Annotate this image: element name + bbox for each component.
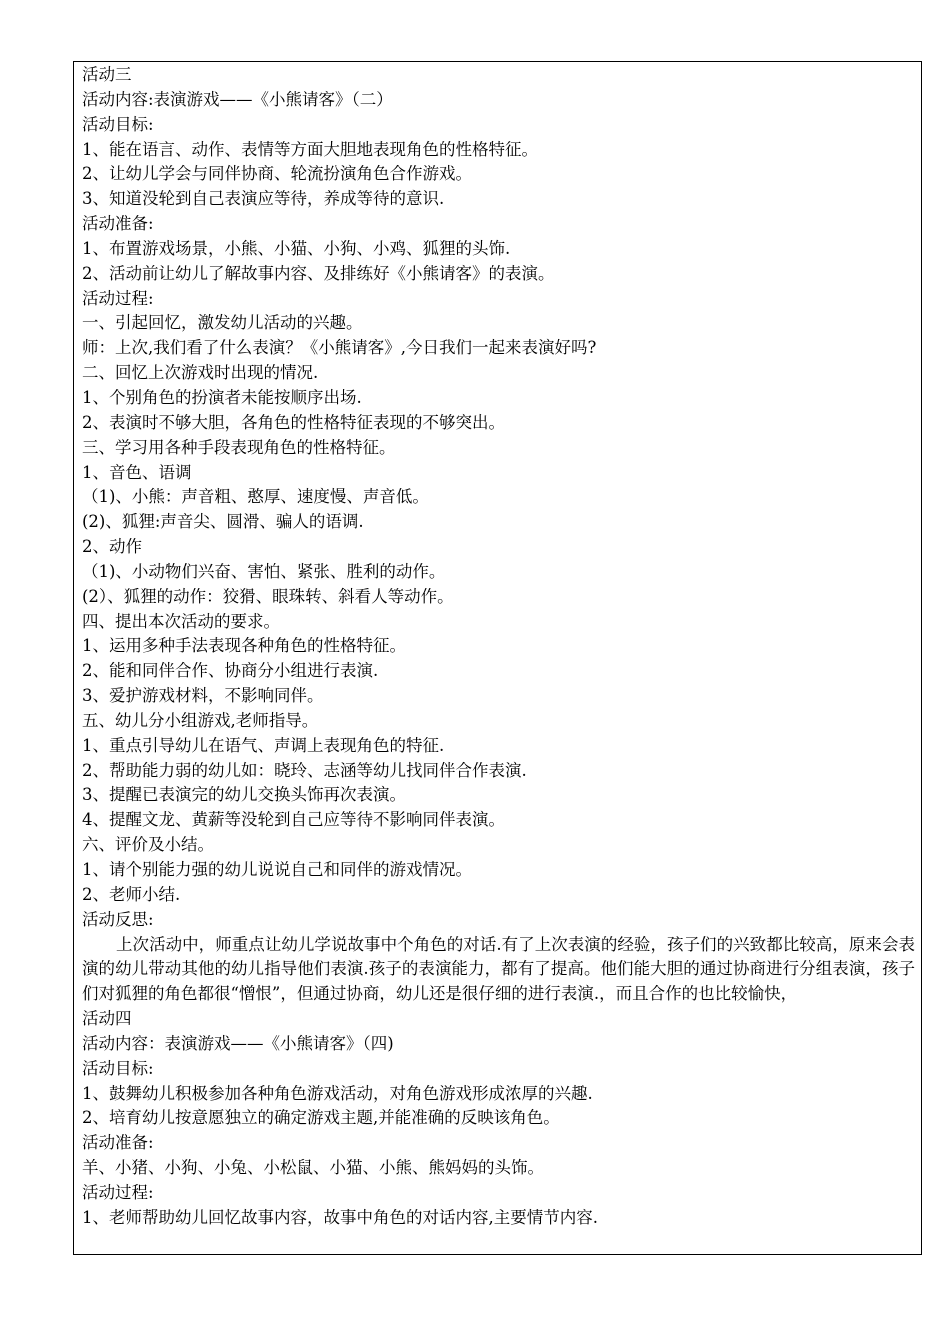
activity3-goal-item: 1、能在语言、动作、表情等方面大胆地表现角色的性格特征。 — [82, 139, 538, 159]
activity3-process-item: 2、老师小结. — [82, 884, 181, 904]
activity3-process-item: 师：上次,我们看了什么表演？《小熊请客》,今日我们一起来表演好吗? — [82, 338, 597, 358]
activity3-process-item: 3、爱护游戏材料，不影响同伴。 — [82, 686, 324, 706]
activity4-goal-item: 2、培育幼儿按意愿独立的确定游戏主题,并能准确的反映该角色。 — [82, 1108, 560, 1128]
activity3-process-title: 活动过程: — [82, 288, 154, 308]
activity3-process-item: 三、学习用各种手段表现角色的性格特征。 — [82, 437, 396, 457]
activity3-prep-item: 1、布置游戏场景，小熊、小猫、小狗、小鸡、狐狸的头饰. — [82, 238, 511, 258]
activity3-prep-item: 2、活动前让幼儿了解故事内容、及排练好《小熊请客》的表演。 — [82, 263, 555, 283]
activity3-reflection-title: 活动反思: — [82, 909, 154, 929]
activity3-process-item: 2、动作 — [82, 537, 142, 557]
activity4-goal-item: 1、鼓舞幼儿积极参加各种角色游戏活动，对角色游戏形成浓厚的兴趣. — [82, 1083, 593, 1103]
document-body — [82, 63, 915, 1231]
activity3-process-item: 2、能和同伴合作、协商分小组进行表演. — [82, 661, 379, 681]
activity3-process-item: (2)、狐狸:声音尖、圆滑、骗人的语调. — [82, 512, 364, 532]
activity4-prep-item: 羊、小猪、小狗、小兔、小松鼠、小猫、小熊、熊妈妈的头饰。 — [82, 1158, 544, 1178]
activity3-process-item: 二、回忆上次游戏时出现的情况. — [82, 363, 319, 383]
activity3-process-item: 五、幼儿分小组游戏,老师指导。 — [82, 710, 319, 730]
activity3-process-item: (2）、狐狸的动作：狡猾、眼珠转、斜看人等动作。 — [82, 586, 454, 606]
activity3-process-item: 六、评价及小结。 — [82, 835, 214, 855]
activity3-reflection-paragraph: 上次活动中，师重点让幼儿学说故事中个角色的对话.有了上次表演的经验，孩子们的兴致都比较高，原来会表演的幼儿带动其他的幼儿指导他们表演.孩子的表演能力，都有了提高。他们能大胆的通过协商进行分组表演，孩子们对狐狸的角色都很“憎恨”，但通过协商，幼儿还是很仔细的进行表演.，而且合作的也比较愉快， — [82, 934, 915, 1004]
activity4-heading: 活动四 — [82, 1009, 132, 1029]
activity3-process-item: 4、提醒文龙、黄薪等没轮到自己应等待不影响同伴表演。 — [82, 810, 505, 830]
activity3-process-item: 四、提出本次活动的要求。 — [82, 611, 280, 631]
activity3-process-item: 1、重点引导幼儿在语气、声调上表现角色的特征. — [82, 735, 445, 755]
activity3-goals-title: 活动目标: — [82, 114, 154, 134]
activity4-process-item: 1、老师帮助幼儿回忆故事内容，故事中角色的对话内容,主要情节内容. — [82, 1207, 598, 1227]
activity3-process-item: 1、运用多种手法表现各种角色的性格特征。 — [82, 636, 406, 656]
activity3-process-item: 2、帮助能力弱的幼儿如：晓玲、志涵等幼儿找同伴合作表演. — [82, 760, 527, 780]
activity4-goals-title: 活动目标: — [82, 1058, 154, 1078]
activity3-process-item: 1、请个别能力强的幼儿说说自己和同伴的游戏情况。 — [82, 860, 472, 879]
activity3-goal-item: 3、知道没轮到自己表演应等待，养成等待的意识. — [82, 189, 445, 209]
activity3-process-item: 3、提醒已表演完的幼儿交换头饰再次表演。 — [82, 785, 406, 805]
activity4-process-title: 活动过程: — [82, 1182, 154, 1202]
activity3-process-item: 1、个别角色的扮演者未能按顺序出场. — [82, 387, 362, 407]
activity3-content: 活动内容:表演游戏——《小熊请客》（二） — [82, 89, 393, 109]
activity3-heading: 活动三 — [82, 65, 132, 84]
activity4-prep-title: 活动准备: — [82, 1133, 154, 1153]
activity3-process-item: 1、音色、语调 — [82, 462, 192, 482]
activity3-process-item: 2、表演时不够大胆，各角色的性格特征表现的不够突出。 — [82, 412, 505, 432]
document-table-cell — [73, 61, 922, 1255]
activity3-prep-title: 活动准备: — [82, 214, 154, 234]
activity3-goal-item: 2、让幼儿学会与同伴协商、轮流扮演角色合作游戏。 — [82, 164, 472, 184]
activity4-content: 活动内容：表演游戏——《小熊请客》（四) — [82, 1033, 394, 1053]
activity3-process-item: （1)、小动物们兴奋、害怕、紧张、胜利的动作。 — [82, 561, 446, 581]
activity3-process-item: 一、引起回忆，激发幼儿活动的兴趣。 — [82, 313, 363, 333]
activity3-process-item: （1)、小熊：声音粗、憨厚、速度慢、声音低。 — [82, 487, 429, 507]
